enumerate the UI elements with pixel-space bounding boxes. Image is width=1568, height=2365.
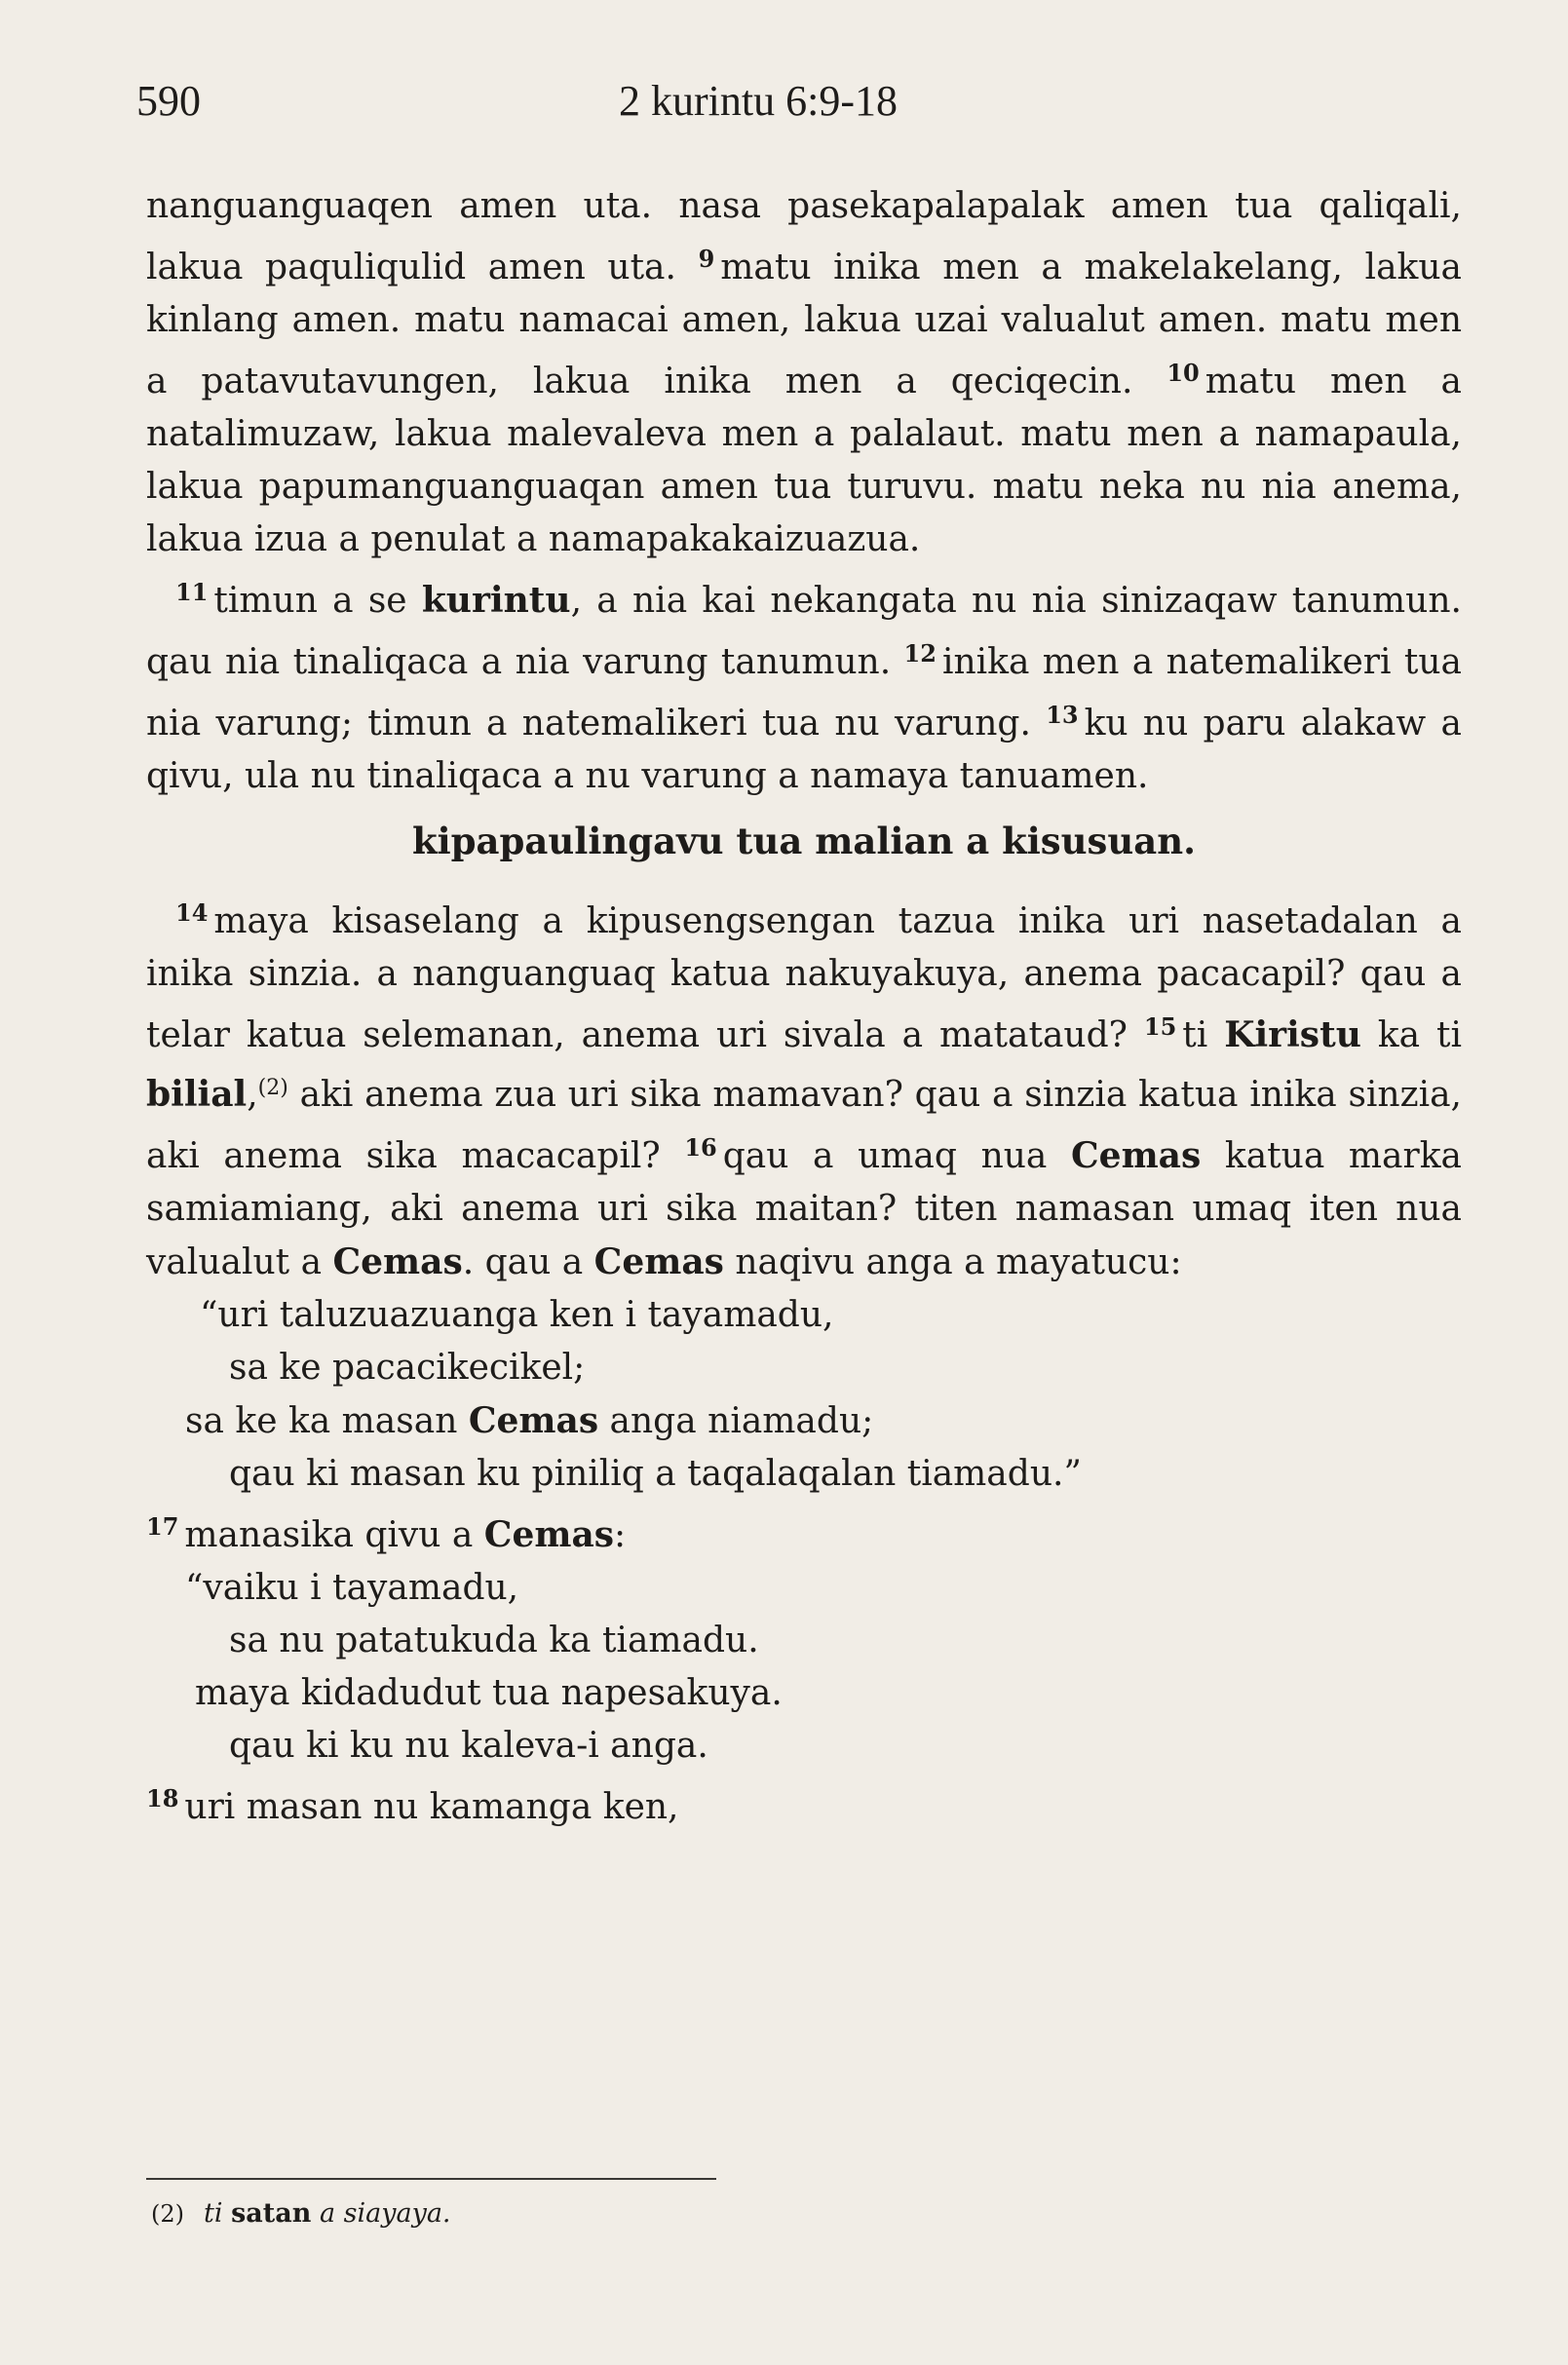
paragraph-verse-17 <box>146 1501 1462 1562</box>
verse-number: 15 <box>1143 1012 1177 1041</box>
paragraph-verses-14-16 <box>146 887 1462 1289</box>
poem-line: “uri taluzuazuanga ken i tayamadu, <box>200 1295 834 1335</box>
verse-number: 18 <box>146 1784 179 1812</box>
poem-line: sa ke pacacikecikel; <box>229 1348 586 1388</box>
text-run: ti <box>1182 1015 1225 1055</box>
poem-line <box>146 1394 1462 1448</box>
footnote-bold: satan <box>231 2198 312 2229</box>
verse-number: 17 <box>146 1512 179 1541</box>
poem-line: “vaiku i tayamadu, <box>185 1568 519 1608</box>
bold-name: Cemas <box>468 1400 599 1441</box>
section-heading: kipapaulingavu tua malian a kisusuan. <box>411 820 1197 862</box>
text-run: katua marka samiamiang, aki anema uri sika maitan? titen namasan umaq iten nua valualut a <box>146 1136 1462 1282</box>
footnote-text: a siayaya. <box>311 2198 451 2229</box>
bold-name: Cemas <box>332 1241 463 1282</box>
verse-number: 9 <box>698 245 715 273</box>
text-run: inika men a natemalikeri tua nia varung; timun a natemalikeri tua nu varung. <box>146 642 1462 744</box>
paragraph-verse-18 <box>146 1773 1462 1834</box>
text-run: . qau a <box>462 1242 594 1282</box>
poem-line: qau ki masan ku piniliq a taqalaqalan tiamadu.” <box>229 1454 1082 1494</box>
body-text <box>146 180 1462 1834</box>
bold-name: bilial <box>146 1074 248 1115</box>
bold-name: Cemas <box>593 1241 724 1282</box>
page-header <box>136 76 1432 134</box>
paragraph-verses-11-13 <box>146 566 1462 803</box>
text-run: manasika qivu a <box>184 1515 484 1555</box>
text-run: qau a umaq nua <box>722 1136 1072 1176</box>
footnote <box>151 2197 451 2231</box>
poem-quote-2 <box>146 1562 1462 1773</box>
paragraph-verses-8-10 <box>146 180 1462 566</box>
page-number: 590 <box>136 77 201 125</box>
poem-line: sa nu patatukuda ka tiamadu. <box>229 1621 759 1660</box>
text-run: , <box>247 1075 258 1115</box>
footnote-reference[interactable]: (2) <box>257 1076 288 1100</box>
text-run: ku nu paru alakaw a qivu, ula nu tinaliqaca a nu varung a namaya tanuamen. <box>146 704 1462 796</box>
verse-number: 11 <box>175 578 209 606</box>
bold-name: Cemas <box>483 1514 615 1555</box>
text-run: nanguanguaqen amen uta. nasa pasekapalapalak amen tua qaliqali, lakua paquliqulid amen uta. <box>146 186 1462 287</box>
bold-name: Kiristu <box>1224 1014 1361 1055</box>
text-run: : <box>614 1515 627 1555</box>
verse-number: 12 <box>903 639 937 668</box>
text-run: maya kisaselang a kipusengsengan tazua inika uri nasetadalan a inika sinzia. a nanguanguaq katua nakuyakuya, anema pacacapil? qau a telar katua selemanan, anema uri sivala a matataud? <box>146 901 1462 1055</box>
footnote-divider <box>146 2178 716 2180</box>
poem-line: qau ki ku nu kaleva-i anga. <box>229 1726 708 1766</box>
verse-number: 16 <box>684 1133 717 1162</box>
text-run: , a nia kai nekangata nu nia sinizaqaw tanumun. qau nia tinaliqaca a nia varung tanumun. <box>146 581 1462 682</box>
verse-number: 14 <box>175 898 209 927</box>
bold-name: kurintu <box>421 580 571 621</box>
footnote-text: ti <box>204 2198 232 2229</box>
verse-number: 13 <box>1046 701 1079 729</box>
text-run: ka ti <box>1360 1015 1462 1055</box>
text-run: naqivu anga a mayatucu: <box>723 1242 1182 1282</box>
footnote-mark: (2) <box>151 2200 184 2228</box>
poem-line: maya kidadudut tua napesakuya. <box>195 1673 783 1713</box>
text-run: matu inika men a makelakelang, lakua kinlang amen. matu namacai amen, lakua uzai valualut amen. matu men a patavutavungen, lakua inika men a qeciqecin. <box>146 248 1462 401</box>
text-run: aki anema zua uri sika mamavan? qau a sinzia katua inika sinzia, aki anema sika macacapil? <box>146 1075 1462 1176</box>
text-run: anga niamadu; <box>598 1401 874 1441</box>
text-run: matu men a natalimuzaw, lakua malevaleva men a palalaut. matu men a namapaula, lakua papumanguanguaqan amen tua turuvu. matu neka nu nia anema, lakua izua a penulat a namapakakaizuazua. <box>146 362 1462 559</box>
text-run: sa ke ka masan <box>185 1401 469 1441</box>
text-run: uri masan nu kamanga ken, <box>184 1787 679 1827</box>
bold-name: Cemas <box>1071 1135 1202 1176</box>
poem-quote-1 <box>146 1289 1462 1501</box>
text-run: timun a se <box>213 581 422 621</box>
verse-number: 10 <box>1166 359 1200 387</box>
running-head: 2 kurintu 6:9-18 <box>619 77 898 125</box>
